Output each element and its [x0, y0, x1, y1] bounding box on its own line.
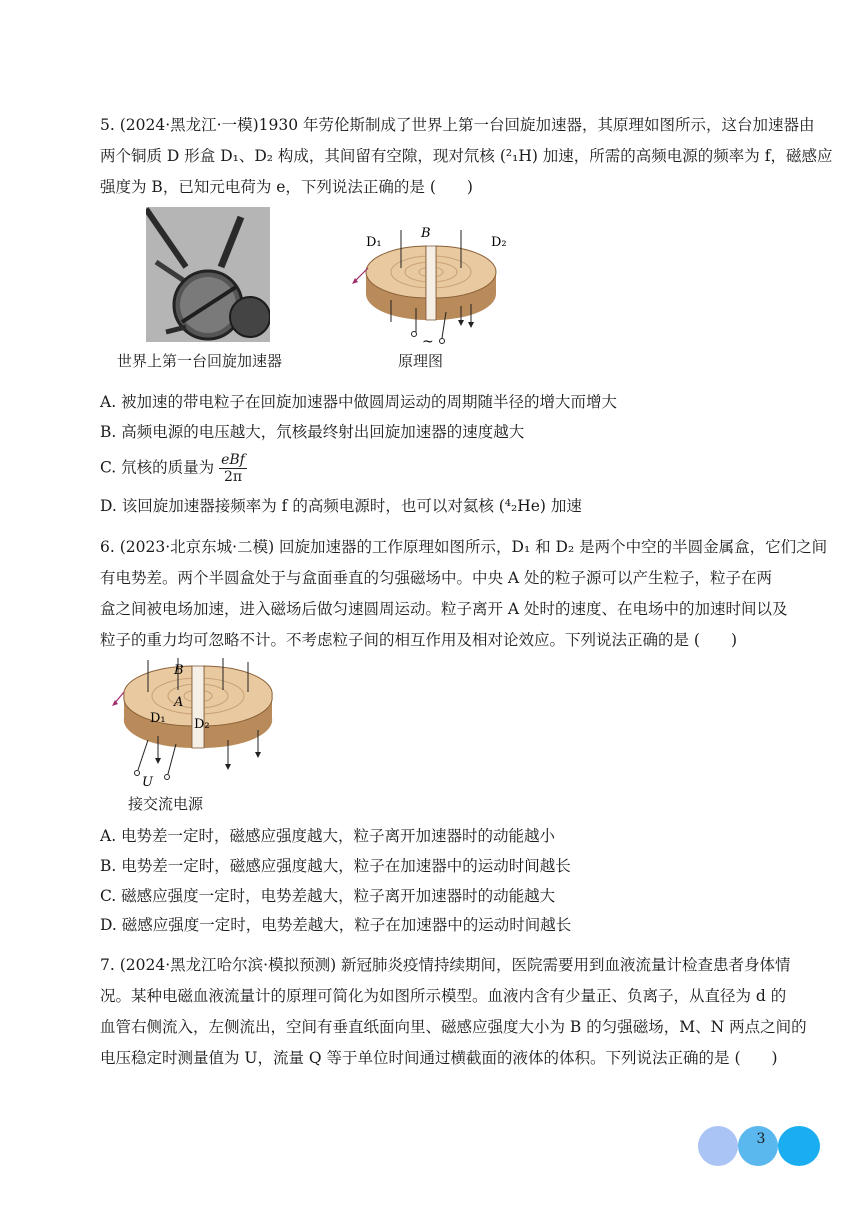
footer-badge-right [778, 1126, 820, 1166]
diagram-caption: 原理图 [398, 352, 444, 370]
q6-line-3: 盒之间被电场加速，进入磁场后做匀速圆周运动。粒子离开 A 处时的速度、在电场中的加速时间以及 [100, 600, 788, 618]
q6-option-d: D. 磁感应强度一定时，电势差越大，粒子在加速器中的运动时间越长 [100, 916, 572, 934]
q7-line-4: 电压稳定时测量值为 U，流量 Q 等于单位时间通过横截面的液体的体积。下列说法正确的是 ( ) [100, 1049, 778, 1067]
q5-option-a: A. 被加速的带电粒子在回旋加速器中做圆周运动的周期随半径的增大而增大 [100, 393, 618, 411]
label-b: B [421, 226, 431, 241]
q5-option-c-fraction [219, 452, 247, 485]
label-u: U [142, 775, 153, 790]
question-5 [100, 110, 833, 203]
q5-line-1: 5. (2024·黑龙江·一模)1930 年劳伦斯制成了世界上第一台回旋加速器，其原理如图所示，这台加速器由 [100, 116, 815, 134]
q6-option-a: A. 电势差一定时，磁感应强度越大，粒子离开加速器时的动能越小 [100, 827, 556, 845]
q6-line-1: 6. (2023·北京东城·二模) 回旋加速器的工作原理如图所示，D₁ 和 D₂ 是两个中空的半圆金属盒，它们之间 [100, 538, 828, 556]
cyclotron-photo [146, 207, 270, 342]
label-d1: D₁ [150, 711, 166, 726]
fraction-numerator: eBf [221, 452, 245, 468]
q5-option-b: B. 高频电源的电压越大，氘核最终射出回旋加速器的速度越大 [100, 423, 525, 441]
q7-line-1: 7. (2024·黑龙江哈尔滨·模拟预测) 新冠肺炎疫情持续期间，医院需要用到血液流量计检查患者身体情 [100, 956, 791, 974]
q5-option-d: D. 该回旋加速器接频率为 f 的高频电源时，也可以对氦核 (⁴₂He) 加速 [100, 497, 582, 515]
fraction-denominator: 2π [223, 469, 243, 485]
question-6 [100, 532, 828, 656]
cyclotron-diagram-q6 [108, 656, 280, 790]
label-d2: D₂ [194, 717, 210, 732]
photo-caption: 世界上第一台回旋加速器 [117, 352, 283, 370]
q6-option-c: C. 磁感应强度一定时，电势差越大，粒子离开加速器时的动能越大 [100, 887, 556, 905]
q6-figure-caption: 接交流电源 [128, 795, 204, 813]
label-a: A [174, 695, 184, 710]
q6-line-2: 有电势差。两个半圆盒处于与盒面垂直的匀强磁场中。中央 A 处的粒子源可以产生粒子，粒子在两 [100, 569, 773, 587]
q5-option-c [100, 452, 800, 485]
cyclotron-principle-diagram [346, 222, 516, 350]
q5-line-2: 两个铜质 D 形盒 D₁、D₂ 构成，其间留有空隙，现对氘核 (²₁H) 加速，所需的高频电源的频率为 f，磁感应 [100, 147, 833, 165]
q7-line-3: 血管右侧流入，左侧流出，空间有垂直纸面向里、磁感应强度大小为 B 的匀强磁场，M、N 两点之间的 [100, 1018, 807, 1036]
label-d1: D₁ [366, 235, 382, 250]
q6-line-4: 粒子的重力均可忽略不计。不考虑粒子间的相互作用及相对论效应。下列说法正确的是 ( ) [100, 631, 738, 649]
page-number: 3 [756, 1131, 766, 1147]
q5-line-3: 强度为 B，已知元电荷为 e，下列说法正确的是 ( ) [100, 178, 473, 196]
label-d2: D₂ [491, 235, 507, 250]
label-b: B [174, 663, 184, 678]
q7-line-2: 况。某种电磁血液流量计的原理可简化为如图所示模型。血液内含有少量正、负离子，从直径为 d 的 [100, 987, 787, 1005]
footer-badge-left [698, 1126, 738, 1166]
q5-option-c-text: C. 氘核的质量为 [100, 458, 215, 477]
q6-option-b: B. 电势差一定时，磁感应强度越大，粒子在加速器中的运动时间越长 [100, 857, 571, 875]
question-7 [100, 950, 807, 1074]
label-ac-source: ~ [422, 334, 434, 350]
